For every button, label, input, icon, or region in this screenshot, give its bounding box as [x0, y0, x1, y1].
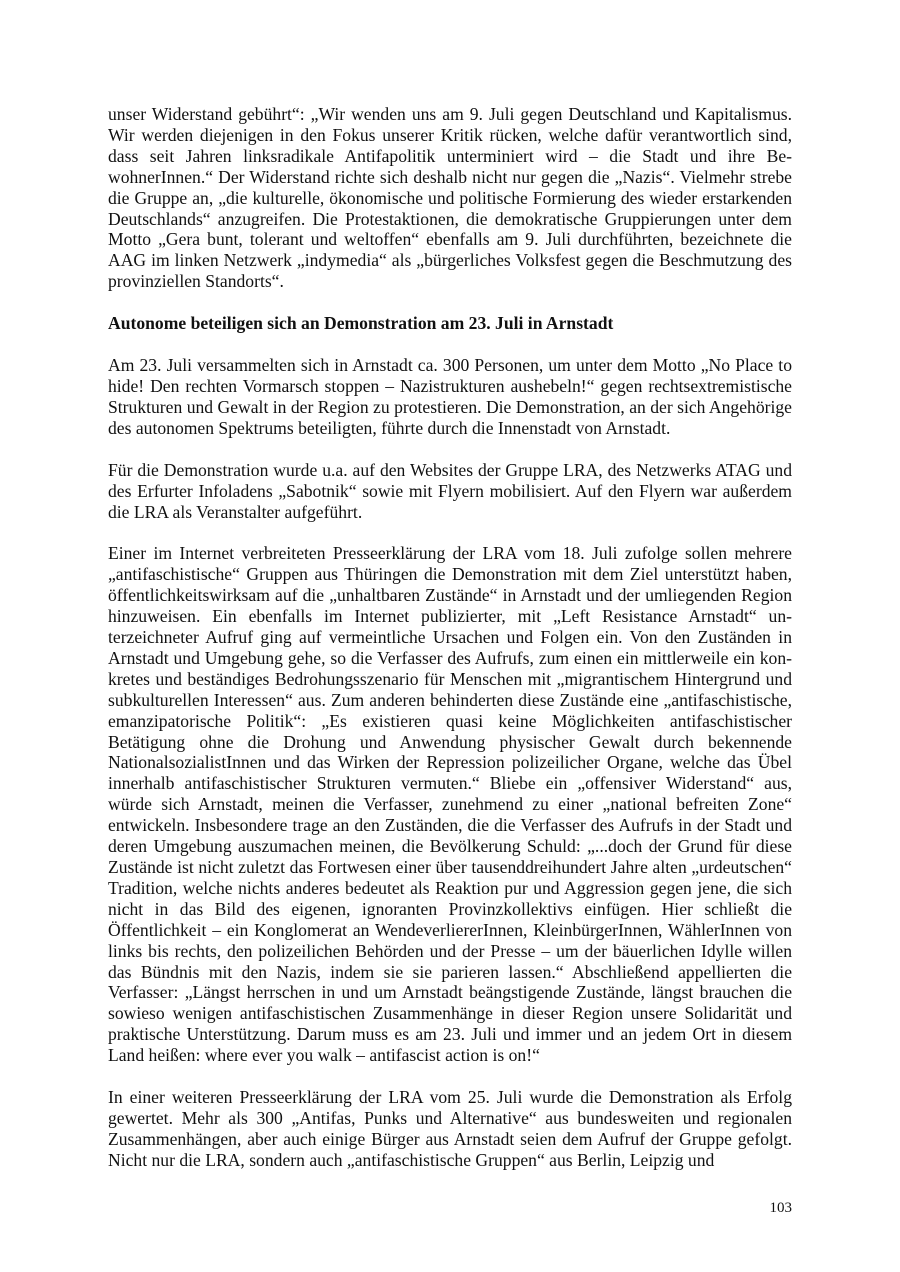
page-number: 103 [769, 1200, 792, 1216]
section-heading: Autonome beteiligen sich an Demonstration am 23. Juli in Arnstadt [108, 313, 614, 334]
document-body [108, 104, 792, 1171]
paragraph-4: Einer im Internet verbreiteten Presseerklärung der LRA vom 18. Juli zufolge sollen mehrere „antifaschistische“ Gruppen aus Thüringen die Demonstration mit dem Ziel unterstützt haben, öffentlichkeitswirksam auf die „unhaltbaren Zustände“ in Arnstadt und der umliegenden Region hinzuweisen. Ein ebenfalls im Internet publizierter, mit „Left Resistance Arnstadt“ unterzeichneter Aufruf ging auf vermeintliche Ursachen und Folgen ein. Von den Zuständen in Arnstadt und Umgebung gehe, so die Verfasser des Aufrufs, zum einen ein mittlerweile ein konkretes und beständiges Bedrohungsszenario für Menschen mit „migrantischem Hintergrund und subkulturellen Interessen“ aus. Zum anderen behinderten diese Zustände eine „antifaschistische, emanzipatorische Politik“: „Es existieren quasi keine Möglichkeiten antifaschistischer Betätigung ohne die Drohung und Anwendung physischer Gewalt durch bekennende NationalsozialistInnen und das Wirken der Repression polizeilicher Organe, welche das Übel innerhalb antifaschistischer Strukturen vermuten.“ Bliebe ein „offensiver Widerstand“ aus, würde sich Arnstadt, meinen die Verfasser, zunehmend zu einer „national befreiten Zone“ entwickeln. Insbesondere trage an den Zuständen, die die Verfasser des Aufrufs in der Stadt und deren Umgebung auszumachen meinen, die Bevölkerung Schuld: „...doch der Grund für diese Zustände ist nicht zuletzt das Fortwesen einer über tausenddreihundert Jahre alten „urdeutschen“ Tradition, welche nichts anderes bedeutet als Reaktion pur und Aggression gegen jene, die sich nicht in das Bild des eigenen, ignoranten Provinzkollektivs einfügen. Hier schließt die Öffentlichkeit – ein Konglomerat an WendeverliererInnen, KleinbürgerInnen, WählerInnen von links bis rechts, den polizeilichen Behörden und der Presse – um der bäuerlichen Idylle willen das Bündnis mit den Nazis, indem sie sie parieren lassen.“ Abschließend appellierten die Verfasser: „Längst herrschen in und um Arnstadt beängstigende Zustände, längst brauchen die sowieso wenigen antifaschistischen Zusammenhänge in dieser Region unsere Solidarität und praktische Unterstützung. Darum muss es am 23. Juli und immer und an jedem Ort in diesem Land heißen: where ever you walk – antifascist action is on!“ [108, 543, 792, 1066]
paragraph-2: Am 23. Juli versammelten sich in Arnstadt ca. 300 Personen, um unter dem Motto „No Place to hide! Den rechten Vormarsch stoppen – Nazistrukturen aushebeln!“ gegen rechtsextremistische Strukturen und Gewalt in der Region zu protestieren. Die Demonstration, an der sich Angehörige des autonomen Spektrums beteiligten, führte durch die Innenstadt von Arnstadt. [108, 355, 792, 438]
paragraph-3: Für die Demonstration wurde u.a. auf den Websites der Gruppe LRA, des Netzwerks ATAG und des Erfurter Infoladens „Sabotnik“ sowie mit Flyern mobilisiert. Auf den Flyern war außerdem die LRA als Veranstalter aufgeführt. [108, 459, 792, 522]
paragraph-5: In einer weiteren Presseerklärung der LRA vom 25. Juli wurde die Demonstration als Erfolg gewertet. Mehr als 300 „Antifas, Punks und Alternative“ aus bundesweiten und regionalen Zusammenhängen, aber auch einige Bürger aus Arnstadt seien dem Aufruf der Gruppe gefolgt. Nicht nur die LRA, sondern auch „antifaschistische Gruppen“ aus Berlin, Leipzig und [108, 1087, 792, 1170]
paragraph-1: unser Widerstand gebührt“: „Wir wenden uns am 9. Juli gegen Deutschland und Kapitalismus. Wir werden diejenigen in den Fokus unserer Kritik rücken, welche dafür verantwortlich sind, dass seit Jahren linksradikale Antifapolitik unterminiert wird – die Stadt und ihre BewohnerInnen.“ Der Widerstand richte sich deshalb nicht nur gegen die „Nazis“. Vielmehr strebe die Gruppe an, „die kulturelle, ökonomische und politische Formierung des wieder erstarkenden Deutschlands“ anzugreifen. Die Protestaktionen, die demokratische Gruppierungen unter dem Motto „Gera bunt, tolerant und weltoffen“ ebenfalls am 9. Juli durchführten, bezeichnete die AAG im linken Netzwerk „indymedia“ als „bürgerliches Volksfest gegen die Beschmutzung des provinziellen Standorts“. [108, 104, 792, 292]
